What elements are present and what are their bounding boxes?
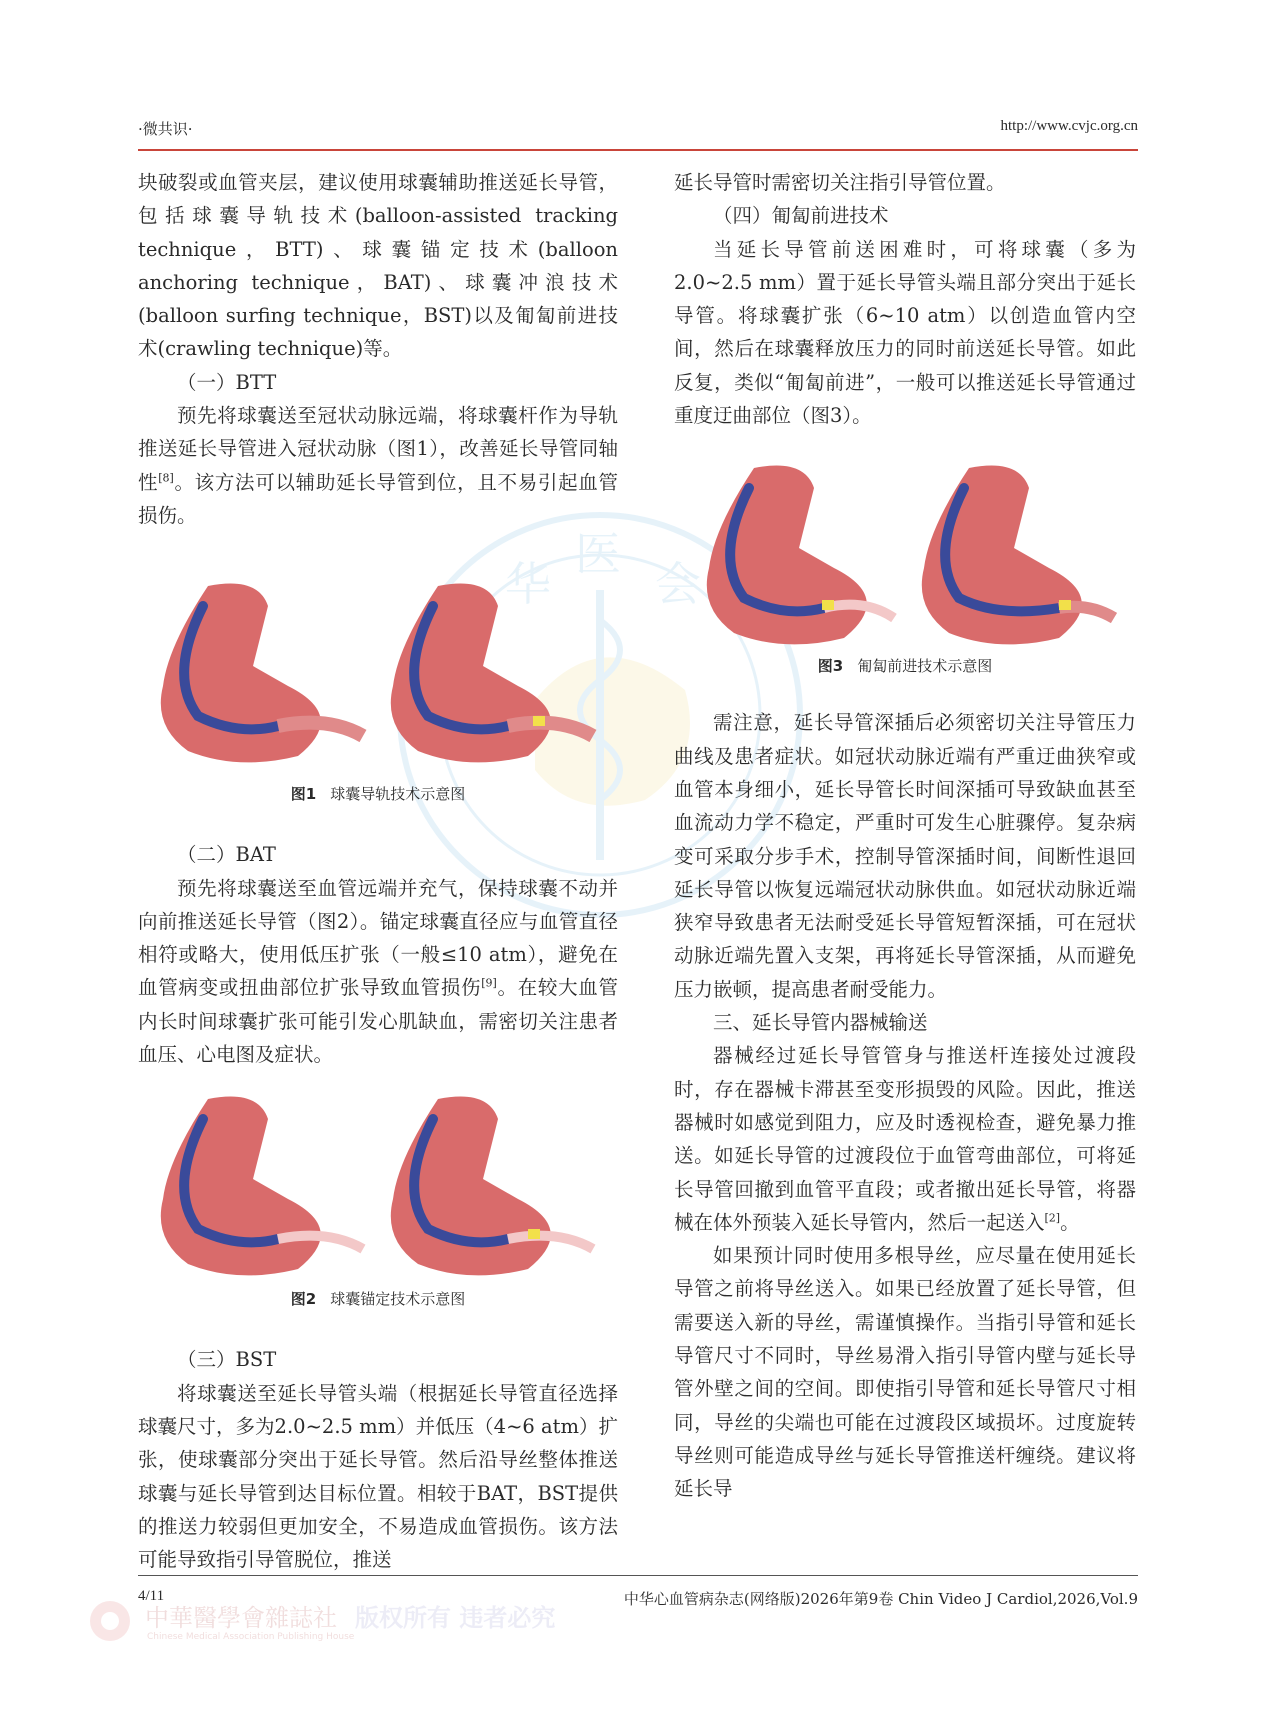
paragraph: 预先将球囊送至冠状动脉远端，将球囊杆作为导轨推送延长导管进入冠状动脉（图1），改善延长导管同轴性[8]。该方法可以辅助延长导管到位，且不易引起血管损伤。: [138, 404, 618, 527]
paragraph: 预先将球囊送至血管远端并充气，保持球囊不动并向前推送延长导管（图2）。锚定球囊直径应与血管直径相符或略大，使用低压扩张（一般≤10 atm），避免在血管病变或扭曲部位扩张导致血管损伤[9]。在较大血管内长时间球囊扩张可能引发心肌缺血，需密切关注患者血压、心电图及症状。: [138, 876, 618, 1067]
paragraph: 当延长导管前送困难时，可将球囊（多为2.0~2.5 mm）置于延长导管头端且部分突出于延长导管。将球囊扩张（6~10 atm）以创造血管内空间，然后在球囊释放压力的同时前送延长导管。如此反复，类似“匍匐前进”，一般可以推送延长导管通过重度迂曲部位（图3）。: [674, 237, 1136, 428]
publisher-name-cn: 中華醫學會雜誌社: [145, 1604, 337, 1632]
figure-2: [138, 1089, 618, 1309]
section-label: ·微共识·: [138, 120, 193, 138]
right-column: [674, 166, 1136, 1506]
figure-number: 图3: [817, 657, 844, 676]
figure-number: 图2: [290, 1290, 317, 1309]
page-number: 4/11: [138, 1588, 165, 1604]
publisher-logo-icon: [85, 1596, 135, 1646]
paragraph: 延长导管时需密切关注指引导管位置。: [674, 171, 1006, 194]
section-heading-crawling: （四）匍匐前进技术: [713, 204, 889, 228]
journal-url: http://www.cvjc.org.cn: [1000, 118, 1138, 134]
section-heading-btt: （一）BTT: [177, 370, 277, 394]
page-header: [138, 118, 1138, 142]
figure-number: 图1: [290, 785, 317, 804]
section-heading-device-delivery: 三、延长导管内器械输送: [713, 1011, 928, 1035]
citation: [2]: [1044, 1211, 1061, 1225]
left-column: [138, 166, 618, 1576]
figure-1-caption: 图1 球囊导轨技术示意图: [290, 785, 466, 804]
figure-1: [138, 566, 618, 804]
paragraph: 器械经过延长导管管身与推送杆连接处过渡段时，存在器械卡滞甚至变形损毁的风险。因此，推送器械时如感觉到阻力，应及时透视检查，避免暴力推送。如延长导管的过渡段位于血管弯曲部位，可将延长导管回撤到血管平直段；或者撤出延长导管，将器械在体外预装入延长导管内，然后一起送入[2]。: [674, 1044, 1136, 1234]
figure-3-illustration: [674, 448, 1136, 648]
paragraph: 如果预计同时使用多根导丝，应尽量在使用延长导管之前将导丝送入。如果已经放置了延长导管，但需要送入新的导丝，需谨慎操作。当指引导管和延长导管尺寸不同时，导丝易滑入指引导管内壁与延长导管外壁之间的空间。即使指引导管和延长导管尺寸相同，导丝的尖端也可能在过渡段区域损坏。过度旋转导丝则可能造成导丝与延长导管推送杆缠绕。建议将延长导: [674, 1244, 1136, 1501]
watermark-char: 会: [655, 557, 701, 611]
figure-3: [674, 448, 1136, 676]
citation: [9]: [481, 976, 497, 990]
watermark-char: 华: [505, 557, 551, 611]
publisher-watermark: [85, 1594, 605, 1654]
section-heading-bst: （三）BST: [177, 1348, 277, 1372]
journal-citation: 中华心血管病杂志(网络版)2026年第9卷 Chin Video J Cardiol,2026,Vol.9: [623, 1590, 1138, 1608]
paragraph: 需注意，延长导管深插后必须密切关注导管压力曲线及患者症状。如冠状动脉近端有严重迂曲狭窄或血管本身细小，延长导管长时间深插可导致缺血甚至血流动力学不稳定，严重时可发生心脏骤停。复杂病变可采取分步手术，控制导管深插时间，间断性退回延长导管以恢复远端冠状动脉供血。如冠状动脉近端狭窄导致患者无法耐受延长导管短暂深插，可在冠状动脉近端先置入支架，再将延长导管深插，从而避免压力嵌顿，提高患者耐受能力。: [674, 711, 1136, 1001]
citation: [8]: [158, 471, 174, 485]
figure-3-caption: 图3 匍匐前进技术示意图: [817, 657, 993, 676]
figure-1-illustration: [138, 566, 618, 776]
paragraph: 将球囊送至延长导管头端（根据延长导管直径选择球囊尺寸，多为2.0~2.5 mm）并低压（4~6 atm）扩张，使球囊部分突出于延长导管。然后沿导丝整体推送球囊与延长导管到达目标位置。相较于BAT，BST提供的推送力较弱但更加安全，不易造成血管损伤。该方法可能导致指引导管脱位，推送: [138, 1381, 618, 1572]
watermark-char: 医: [575, 527, 621, 581]
publisher-name-en: Chinese Medical Association Publishing House: [147, 1632, 355, 1642]
figure-2-illustration: [138, 1089, 618, 1279]
copyright-notice: 版权所有 违者必究: [355, 1604, 556, 1632]
figure-2-caption: 图2 球囊锚定技术示意图: [290, 1290, 466, 1309]
footer-rule: [138, 1575, 1138, 1576]
header-rule: [138, 149, 1138, 151]
section-heading-bat: （二）BAT: [177, 843, 276, 867]
paragraph: 块破裂或血管夹层，建议使用球囊辅助推送延长导管，包括球囊导轨技术(balloon-assisted tracking technique，BTT)、球囊锚定技术(balloon anchoring technique，BAT)、球囊冲浪技术(balloon surfing technique，BST)以及匍匐前进技术(crawling technique)等。: [138, 171, 618, 361]
